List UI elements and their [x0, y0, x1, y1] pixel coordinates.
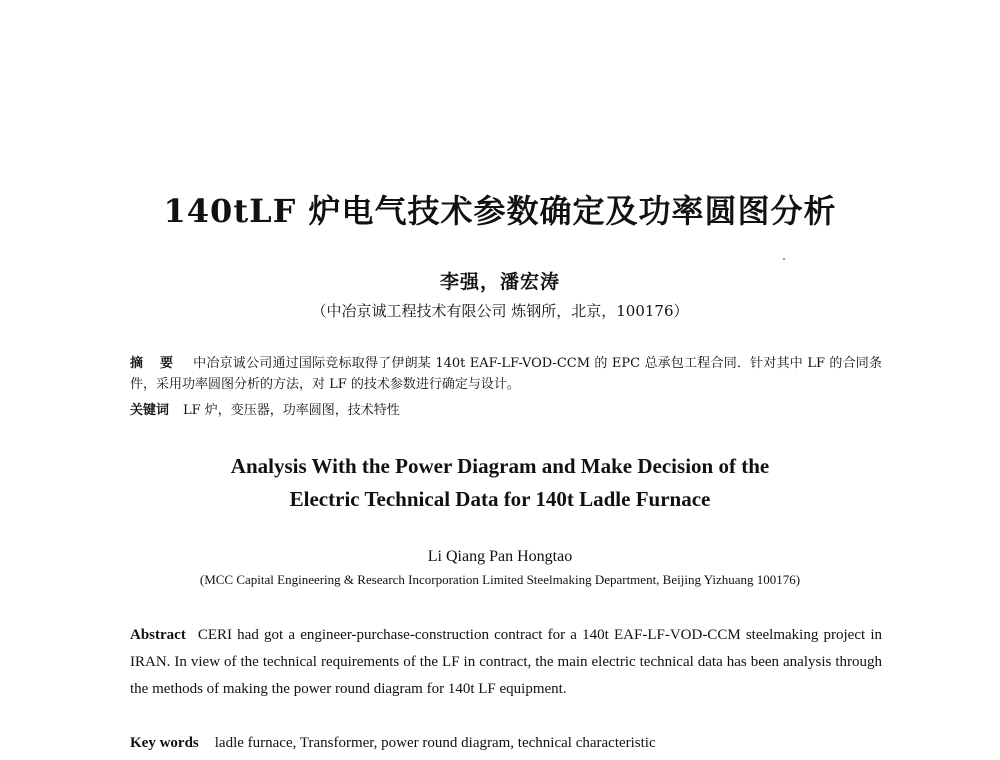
chinese-keywords-text: LF 炉，变压器，功率圆图，技术特性	[183, 403, 400, 418]
chinese-authors: 李强，潘宏涛	[439, 271, 560, 293]
chinese-abstract	[130, 353, 882, 395]
english-abstract-label: Abstract	[130, 627, 186, 643]
english-abstract	[130, 622, 882, 703]
english-keywords-text: ladle furnace, Transformer, power round diagram, technical characteristic	[214, 735, 656, 751]
english-keywords-label: Key words	[130, 735, 199, 751]
english-affiliation: (MCC Capital Engineering & Research Incorporation Limited Steelmaking Department, Beijing Yizhuang 100176)	[199, 572, 801, 587]
chinese-title: 140tLF 炉电气技术参数确定及功率圆图分析	[163, 192, 837, 230]
chinese-abstract-label: 摘 要	[130, 356, 180, 371]
english-title	[0, 450, 1000, 516]
chinese-abstract-text: 中冶京诚公司通过国际竞标取得了伊朗某 140t EAF-LF-VOD-CCM 的 EPC 总承包工程合同．针对其中 LF 的合同条件，采用功率圆图分析的方法，对 LF 的技术参数进行确定与设计。	[130, 356, 882, 392]
english-keywords	[130, 730, 882, 757]
scan-speck	[783, 258, 785, 260]
english-title-line-1: Analysis With the Power Diagram and Make Decision of the	[230, 454, 770, 478]
chinese-keywords-label: 关键词	[130, 403, 170, 418]
english-title-line-2: Electric Technical Data for 140t Ladle Furnace	[289, 487, 711, 511]
chinese-keywords	[130, 400, 882, 421]
english-authors: Li Qiang Pan Hongtao	[427, 548, 573, 565]
chinese-affiliation: （中冶京诚工程技术有限公司 炼钢所，北京，100176）	[311, 302, 689, 320]
english-abstract-text: CERI had got a engineer-purchase-construction contract for a 140t EAF-LF-VOD-CCM steelmaking project in IRAN. In view of the technical requirements of the LF in contract, the main electric technical data has been analysis through the methods of making the power round diagram for 140t LF equipment.	[130, 627, 882, 697]
